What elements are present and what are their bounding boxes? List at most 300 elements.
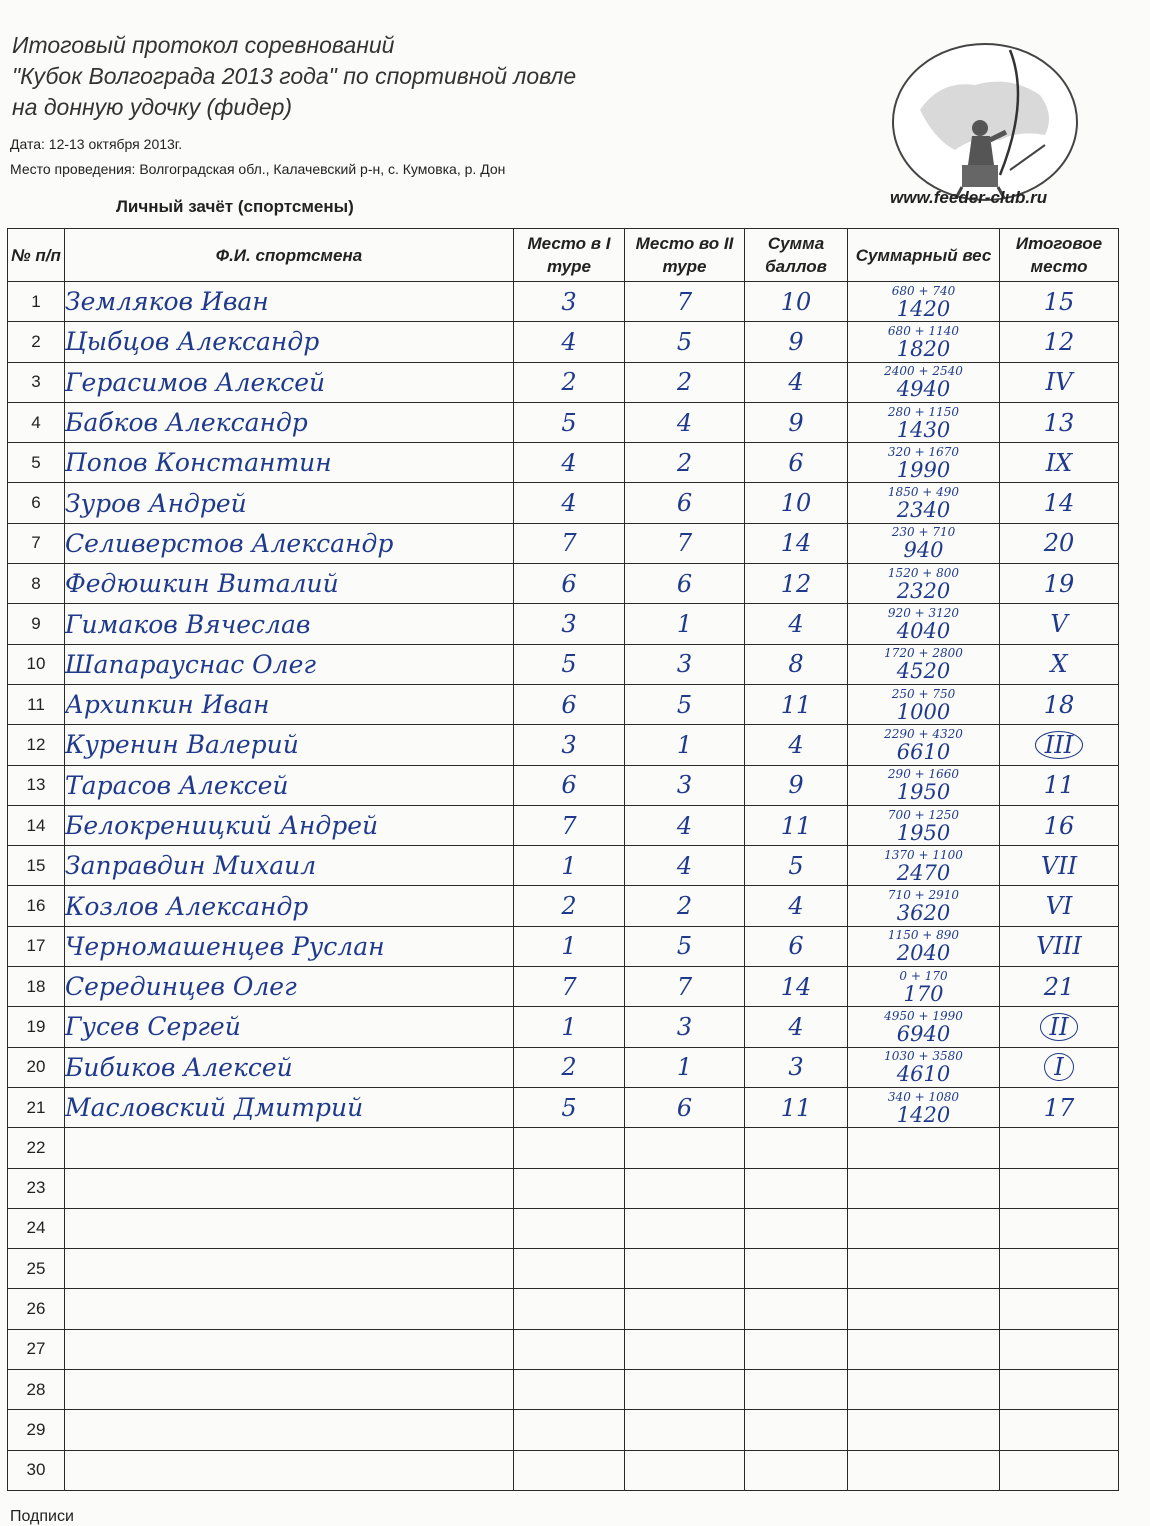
final-place-value: VIII [1036, 932, 1082, 961]
total-weight [848, 483, 1000, 523]
final-place [1000, 846, 1119, 886]
final-place [1000, 1007, 1119, 1047]
athlete-name [65, 1249, 514, 1289]
row-number: 24 [8, 1208, 65, 1248]
weight-total: 6610 [896, 739, 951, 764]
weight-parts: 1850 + 490 [887, 485, 960, 500]
final-place [1000, 564, 1119, 604]
points-sum: 6 [745, 926, 848, 966]
round1-place: 3 [514, 604, 625, 644]
points-sum: 10 [745, 282, 848, 322]
athlete-name: Земляков Иван [65, 282, 514, 322]
points-sum [745, 1168, 848, 1208]
athlete-name: Селиверстов Александр [65, 523, 514, 563]
round1-place [514, 1208, 625, 1248]
row-number: 29 [8, 1410, 65, 1450]
points-sum: 4 [745, 886, 848, 926]
final-place [1000, 1370, 1119, 1410]
athlete-name: Зуров Андрей [65, 483, 514, 523]
row-number: 10 [8, 644, 65, 684]
row-number: 8 [8, 564, 65, 604]
weight-parts: 0 + 170 [899, 968, 948, 983]
round1-place: 1 [514, 1007, 625, 1047]
final-place [1000, 362, 1119, 402]
weight-total: 2320 [896, 578, 951, 603]
row-number: 4 [8, 402, 65, 442]
table-row [8, 886, 1119, 926]
round1-place: 1 [514, 846, 625, 886]
final-place [1000, 805, 1119, 845]
table-row [8, 805, 1119, 845]
athlete-name: Гимаков Вячеслав [65, 604, 514, 644]
final-place-value: 19 [1043, 569, 1075, 598]
row-number: 7 [8, 523, 65, 563]
round2-place: 7 [625, 967, 745, 1007]
weight-total: 1000 [896, 699, 951, 724]
athlete-name: Куренин Валерий [65, 725, 514, 765]
final-place-value: V [1050, 610, 1068, 639]
round1-place: 6 [514, 564, 625, 604]
weight-total: 6940 [896, 1021, 951, 1046]
final-place [1000, 967, 1119, 1007]
weight-parts: 340 + 1080 [887, 1089, 960, 1104]
round1-place [514, 1329, 625, 1369]
col-header-name: Ф.И. спортсмена [65, 229, 514, 282]
event-date: Дата: 12-13 октября 2013г. [10, 136, 183, 152]
row-number: 2 [8, 322, 65, 362]
row-number: 9 [8, 604, 65, 644]
round1-place: 5 [514, 402, 625, 442]
table-row [8, 846, 1119, 886]
points-sum: 11 [745, 684, 848, 724]
total-weight [848, 1289, 1000, 1329]
total-weight [848, 282, 1000, 322]
weight-total: 3620 [896, 901, 951, 926]
row-number: 11 [8, 684, 65, 724]
row-number: 6 [8, 483, 65, 523]
table-row [8, 644, 1119, 684]
athlete-name: Архипкин Иван [65, 684, 514, 724]
section-title: Личный зачёт (спортсмены) [116, 197, 354, 216]
athlete-name: Бибиков Алексей [65, 1047, 514, 1087]
points-sum: 4 [745, 725, 848, 765]
round1-place: 6 [514, 684, 625, 724]
row-number: 5 [8, 443, 65, 483]
row-number: 28 [8, 1370, 65, 1410]
weight-parts: 680 + 1140 [887, 323, 960, 338]
row-number: 18 [8, 967, 65, 1007]
weight-total: 1420 [896, 296, 951, 321]
round1-place: 2 [514, 362, 625, 402]
table-row [8, 1168, 1119, 1208]
signature-label: Подписи [10, 1508, 74, 1525]
athlete-name [65, 1168, 514, 1208]
round2-place [625, 1410, 745, 1450]
points-sum: 3 [745, 1047, 848, 1087]
athlete-name [65, 1289, 514, 1329]
row-number: 14 [8, 805, 65, 845]
final-place [1000, 1289, 1119, 1329]
final-place [1000, 1410, 1119, 1450]
final-place-value: IX [1045, 448, 1073, 477]
round1-place: 2 [514, 886, 625, 926]
col-header-final: Итоговое место [1000, 229, 1119, 282]
round2-place [625, 1249, 745, 1289]
col-header-num: № п/п [8, 229, 65, 282]
weight-parts: 320 + 1670 [887, 444, 960, 459]
row-number: 25 [8, 1249, 65, 1289]
round1-place [514, 1450, 625, 1490]
round2-place: 2 [625, 886, 745, 926]
round2-place: 3 [625, 644, 745, 684]
round2-place: 6 [625, 483, 745, 523]
round2-place [625, 1208, 745, 1248]
total-weight [848, 1007, 1000, 1047]
round1-place: 4 [514, 483, 625, 523]
table-row [8, 564, 1119, 604]
final-place-value: VI [1045, 892, 1073, 921]
row-number: 23 [8, 1168, 65, 1208]
final-place [1000, 322, 1119, 362]
table-row [8, 1047, 1119, 1087]
results-table [7, 228, 1119, 1491]
final-place [1000, 684, 1119, 724]
round1-place [514, 1410, 625, 1450]
round2-place [625, 1128, 745, 1168]
round2-place: 1 [625, 1047, 745, 1087]
final-place [1000, 886, 1119, 926]
weight-total: 4520 [896, 659, 951, 684]
row-number: 20 [8, 1047, 65, 1087]
round1-place [514, 1128, 625, 1168]
title-line: "Кубок Волгограда 2013 года" по спортивной ловле [12, 63, 577, 89]
row-number: 30 [8, 1450, 65, 1490]
round1-place: 5 [514, 644, 625, 684]
col-header-round1: Место в I туре [514, 229, 625, 282]
row-number: 22 [8, 1128, 65, 1168]
final-place [1000, 604, 1119, 644]
table-row [8, 322, 1119, 362]
final-place [1000, 1128, 1119, 1168]
final-place [1000, 1450, 1119, 1490]
weight-parts: 280 + 1150 [887, 404, 960, 419]
total-weight [848, 1208, 1000, 1248]
weight-total: 170 [903, 981, 944, 1006]
table-row [8, 483, 1119, 523]
points-sum [745, 1128, 848, 1168]
total-weight [848, 1450, 1000, 1490]
final-place [1000, 443, 1119, 483]
table-row [8, 1450, 1119, 1490]
final-place-value: X [1050, 650, 1068, 679]
athlete-name [65, 1450, 514, 1490]
weight-parts: 230 + 710 [891, 525, 956, 540]
round1-place: 4 [514, 322, 625, 362]
athlete-name: Серединцев Олег [65, 967, 514, 1007]
final-place-value: 13 [1043, 408, 1075, 437]
final-place-value: 12 [1043, 327, 1075, 356]
table-row [8, 725, 1119, 765]
protocol-title [12, 30, 692, 123]
athlete-name: Масловский Дмитрий [65, 1087, 514, 1127]
final-place [1000, 1047, 1119, 1087]
round2-place: 4 [625, 805, 745, 845]
round1-place: 7 [514, 523, 625, 563]
final-place-value: 17 [1043, 1093, 1075, 1122]
points-sum: 11 [745, 805, 848, 845]
total-weight [848, 1087, 1000, 1127]
round1-place: 7 [514, 967, 625, 1007]
final-place [1000, 282, 1119, 322]
round2-place: 7 [625, 523, 745, 563]
total-weight [848, 604, 1000, 644]
total-weight [848, 886, 1000, 926]
round2-place [625, 1329, 745, 1369]
final-place-value: II [1040, 1013, 1079, 1041]
round1-place [514, 1370, 625, 1410]
weight-parts: 1030 + 3580 [884, 1049, 963, 1064]
round2-place: 5 [625, 684, 745, 724]
final-place-value: VII [1040, 851, 1078, 880]
row-number: 12 [8, 725, 65, 765]
total-weight [848, 1249, 1000, 1289]
round1-place: 3 [514, 725, 625, 765]
weight-total: 2340 [896, 498, 951, 523]
col-header-weight: Суммарный вес [848, 229, 1000, 282]
points-sum: 12 [745, 564, 848, 604]
final-place-value: 18 [1043, 690, 1075, 719]
final-place-value: 15 [1043, 287, 1075, 316]
weight-parts: 2400 + 2540 [884, 364, 963, 379]
final-place [1000, 1168, 1119, 1208]
points-sum: 14 [745, 967, 848, 1007]
round2-place: 2 [625, 362, 745, 402]
weight-parts: 250 + 750 [891, 686, 956, 701]
total-weight [848, 1410, 1000, 1450]
row-number: 26 [8, 1289, 65, 1329]
weight-parts: 4950 + 1990 [884, 1008, 963, 1023]
athlete-name: Черномашенцев Руслан [65, 926, 514, 966]
weight-total: 1430 [896, 417, 951, 442]
total-weight [848, 926, 1000, 966]
points-sum: 5 [745, 846, 848, 886]
final-place-value: IV [1045, 368, 1073, 397]
col-header-round2: Место во II туре [625, 229, 745, 282]
weight-total: 1420 [896, 1102, 951, 1127]
athlete-name [65, 1208, 514, 1248]
title-line: на донную удочку (фидер) [12, 94, 293, 120]
table-row [8, 684, 1119, 724]
row-number: 17 [8, 926, 65, 966]
total-weight [848, 443, 1000, 483]
final-place [1000, 1329, 1119, 1369]
points-sum: 9 [745, 402, 848, 442]
table-row [8, 1289, 1119, 1329]
points-sum: 10 [745, 483, 848, 523]
weight-parts: 290 + 1660 [887, 767, 960, 782]
table-row [8, 1410, 1119, 1450]
row-number: 3 [8, 362, 65, 402]
total-weight [848, 725, 1000, 765]
round1-place: 1 [514, 926, 625, 966]
event-place: Место проведения: Волгоградская обл., Калачевский р-н, с. Кумовка, р. Дон [10, 161, 506, 177]
final-place [1000, 926, 1119, 966]
weight-total: 2040 [896, 941, 951, 966]
athlete-name: Тарасов Алексей [65, 765, 514, 805]
total-weight [848, 1047, 1000, 1087]
total-weight [848, 967, 1000, 1007]
round1-place [514, 1249, 625, 1289]
round2-place: 6 [625, 564, 745, 604]
table-row [8, 362, 1119, 402]
round1-place: 5 [514, 1087, 625, 1127]
final-place-value: III [1035, 731, 1083, 759]
final-place [1000, 765, 1119, 805]
total-weight [848, 846, 1000, 886]
points-sum: 4 [745, 1007, 848, 1047]
final-place [1000, 523, 1119, 563]
round2-place: 3 [625, 1007, 745, 1047]
table-body [8, 282, 1119, 1491]
round1-place: 4 [514, 443, 625, 483]
row-number: 27 [8, 1329, 65, 1369]
table-row [8, 1087, 1119, 1127]
weight-total: 2470 [896, 860, 951, 885]
athlete-name: Бабков Александр [65, 402, 514, 442]
round2-place [625, 1450, 745, 1490]
weight-parts: 920 + 3120 [887, 606, 960, 621]
round1-place: 2 [514, 1047, 625, 1087]
total-weight [848, 644, 1000, 684]
points-sum [745, 1370, 848, 1410]
final-place-value: 16 [1043, 811, 1075, 840]
points-sum: 6 [745, 443, 848, 483]
points-sum [745, 1450, 848, 1490]
round1-place [514, 1168, 625, 1208]
weight-total: 4040 [896, 619, 951, 644]
points-sum: 14 [745, 523, 848, 563]
final-place-value: 11 [1043, 771, 1075, 800]
total-weight [848, 765, 1000, 805]
row-number: 15 [8, 846, 65, 886]
round2-place: 5 [625, 926, 745, 966]
athlete-name: Шапарауснас Олег [65, 644, 514, 684]
round1-place [514, 1289, 625, 1329]
total-weight [848, 523, 1000, 563]
athlete-name [65, 1370, 514, 1410]
round2-place: 4 [625, 402, 745, 442]
final-place [1000, 483, 1119, 523]
logo-url: www.feeder-club.ru [890, 188, 1048, 207]
total-weight [848, 322, 1000, 362]
athlete-name: Заправдин Михаил [65, 846, 514, 886]
table-header-row [8, 229, 1119, 282]
row-number: 19 [8, 1007, 65, 1047]
total-weight [848, 805, 1000, 845]
points-sum: 4 [745, 362, 848, 402]
table-row [8, 443, 1119, 483]
row-number: 16 [8, 886, 65, 926]
points-sum: 9 [745, 765, 848, 805]
final-place [1000, 1249, 1119, 1289]
total-weight [848, 402, 1000, 442]
round1-place: 6 [514, 765, 625, 805]
weight-parts: 1150 + 890 [887, 928, 960, 943]
round2-place: 1 [625, 725, 745, 765]
total-weight [848, 1168, 1000, 1208]
table-row [8, 1370, 1119, 1410]
round2-place: 5 [625, 322, 745, 362]
athlete-name: Попов Константин [65, 443, 514, 483]
weight-total: 1950 [896, 780, 951, 805]
final-place [1000, 1208, 1119, 1248]
athlete-name: Белокреницкий Андрей [65, 805, 514, 845]
round2-place: 4 [625, 846, 745, 886]
table-row [8, 967, 1119, 1007]
table-row [8, 765, 1119, 805]
final-place-value: I [1044, 1053, 1073, 1081]
title-line: Итоговый протокол соревнований [12, 32, 395, 58]
round2-place: 3 [625, 765, 745, 805]
weight-parts: 710 + 2910 [887, 888, 960, 903]
weight-parts: 1720 + 2800 [884, 646, 963, 661]
round2-place: 6 [625, 1087, 745, 1127]
points-sum [745, 1208, 848, 1248]
table-row [8, 402, 1119, 442]
final-place [1000, 402, 1119, 442]
points-sum: 11 [745, 1087, 848, 1127]
table-row [8, 604, 1119, 644]
athlete-name: Федюшкин Виталий [65, 564, 514, 604]
table-row [8, 1007, 1119, 1047]
total-weight [848, 564, 1000, 604]
weight-total: 4940 [896, 377, 951, 402]
round2-place: 7 [625, 282, 745, 322]
athlete-name: Цыбцов Александр [65, 322, 514, 362]
final-place [1000, 644, 1119, 684]
final-place [1000, 1087, 1119, 1127]
total-weight [848, 684, 1000, 724]
final-place-value: 21 [1043, 972, 1075, 1001]
athlete-name [65, 1329, 514, 1369]
row-number: 13 [8, 765, 65, 805]
table-row [8, 1249, 1119, 1289]
round2-place: 1 [625, 604, 745, 644]
points-sum [745, 1329, 848, 1369]
total-weight [848, 1329, 1000, 1369]
round1-place: 7 [514, 805, 625, 845]
athlete-name: Герасимов Алексей [65, 362, 514, 402]
row-number: 1 [8, 282, 65, 322]
table-row [8, 1128, 1119, 1168]
weight-total: 1950 [896, 820, 951, 845]
final-place-value: 20 [1043, 529, 1075, 558]
points-sum [745, 1410, 848, 1450]
col-header-points: Сумма баллов [745, 229, 848, 282]
round2-place [625, 1168, 745, 1208]
weight-total: 940 [903, 538, 944, 563]
total-weight [848, 1128, 1000, 1168]
points-sum [745, 1289, 848, 1329]
total-weight [848, 362, 1000, 402]
weight-total: 1820 [896, 336, 951, 361]
weight-total: 1990 [896, 457, 951, 482]
row-number: 21 [8, 1087, 65, 1127]
table-row [8, 523, 1119, 563]
table-row [8, 1208, 1119, 1248]
round1-place: 3 [514, 282, 625, 322]
athlete-name [65, 1128, 514, 1168]
